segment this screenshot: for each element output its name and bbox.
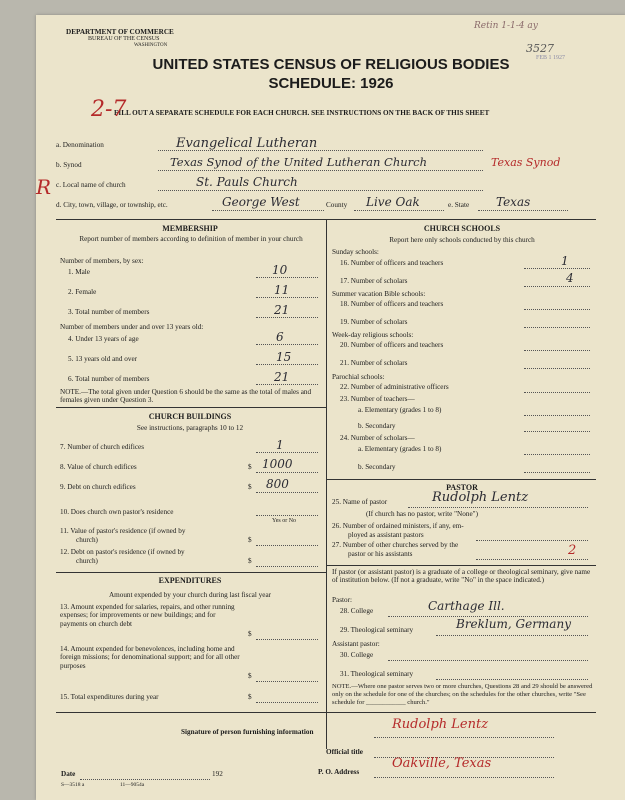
date-year: 192 [212, 770, 223, 778]
q2-label: 2. Female [68, 288, 97, 296]
signature-label: Signature of person furnishing information [181, 728, 314, 736]
q28-value: Carthage Ill. [428, 599, 505, 613]
state-value: Texas [496, 195, 531, 209]
q16-value: 1 [561, 254, 569, 268]
q23b-label: b. Secondary [358, 422, 396, 430]
synod-note: Texas Synod [491, 156, 561, 169]
q27-label-cont: pastor or his assistants [348, 550, 413, 558]
q26-label: 26. Number of ordained ministers, if any, em- [332, 522, 464, 530]
form-number: S—3518 a [61, 782, 85, 788]
city-label: WASHINGTON [134, 43, 168, 48]
q29-value: Breklum, Germany [456, 617, 571, 631]
parochial-label: Parochial schools: [332, 373, 385, 381]
synod-label: b. Synod [56, 161, 82, 169]
buildings-sub: See instructions, paragraphs 10 to 12 [136, 424, 244, 432]
q12-label-cont: church) [76, 557, 98, 565]
q1-value: 10 [272, 263, 288, 277]
denomination-value: Evangelical Lutheran [176, 136, 318, 151]
q27-label: 27. Number of other churches served by the [332, 541, 459, 549]
membership-intro: Report number of members according to definition of member in your church [79, 235, 303, 243]
address-label: P. O. Address [318, 768, 360, 776]
q11-dollar: $ [248, 536, 252, 544]
membership-note: NOTE.—The total given under Question 6 should be the same as the total of males and females given under Question 3. [60, 388, 312, 405]
q22-label: 22. Number of administrative officers [340, 383, 449, 391]
q3-label: 3. Total number of members [68, 308, 150, 316]
weekday-label: Week-day religious schools: [332, 331, 414, 339]
q5-label: 5. 13 years old and over [68, 355, 138, 363]
q29-label: 29. Theological seminary [340, 626, 414, 634]
q13-dollar: $ [248, 630, 252, 638]
q25-label: 25. Name of pastor [332, 498, 388, 506]
county-label: County [326, 201, 348, 209]
q10-label: 10. Does church own pastor's residence [60, 508, 174, 516]
q30-label: 30. College [340, 651, 374, 659]
expenditures-heading: EXPENDITURES [158, 576, 222, 585]
by-sex-label: Number of members, by sex: [60, 257, 144, 265]
red-mark-27: 2-7 [91, 97, 127, 122]
expenditures-sub: Amount expended by your church during last fiscal year [108, 591, 272, 599]
local-name-value: St. Pauls Church [196, 175, 298, 189]
q27-value: 2 [568, 543, 577, 558]
q18-label: 18. Number of officers and teachers [340, 300, 444, 308]
official-title-label: Official title [326, 748, 363, 756]
yes-no-hint: Yes or No [272, 518, 297, 524]
q25-value: Rudolph Lentz [432, 490, 529, 505]
q16-label: 16. Number of officers and teachers [340, 259, 444, 267]
q5-value: 15 [276, 350, 292, 364]
q13-label: 13. Amount expended for salaries, repairs, and other running expenses; for improvements or new buildings; and for payments on church debt [60, 603, 235, 628]
q8-dollar: $ [248, 463, 252, 471]
q25-note: (If church has no pastor, write "None") [366, 510, 478, 518]
pastor-sub-label: Pastor: [332, 596, 352, 604]
received-stamp: FEB 1 1927 [536, 55, 566, 61]
q7-value: 1 [276, 438, 284, 452]
bureau-label: BUREAU OF THE CENSUS [88, 36, 160, 42]
summer-label: Summer vacation Bible schools: [332, 290, 426, 298]
date-label: Date [61, 770, 76, 778]
q24b-label: b. Secondary [358, 463, 396, 471]
print-number: 11—9054a [120, 782, 145, 788]
top-right-note: Retin 1-1-4 ay [474, 21, 538, 31]
q6-label: 6. Total number of members [68, 375, 150, 383]
q4-value: 6 [276, 330, 284, 344]
q8-value: 1000 [262, 457, 293, 471]
city-field-label: d. City, town, village, or township, etc. [56, 201, 168, 209]
signature-value: Rudolph Lentz [392, 717, 489, 732]
q11-label: 11. Value of pastor's residence (if owned by [60, 527, 186, 535]
age-label: Number of members under and over 13 years old: [60, 323, 204, 331]
q17-value: 4 [566, 271, 574, 285]
assistant-label: Assistant pastor: [332, 640, 380, 648]
q14-dollar: $ [248, 672, 252, 680]
record-number: 3527 [526, 42, 554, 55]
q21-label: 21. Number of scholars [340, 359, 408, 367]
q1-label: 1. Male [68, 268, 90, 276]
red-mark-r: R [36, 175, 52, 199]
q9-value: 800 [266, 477, 289, 491]
membership-heading: MEMBERSHIP [162, 224, 218, 233]
county-value: Live Oak [366, 195, 420, 209]
buildings-heading: CHURCH BUILDINGS [148, 412, 232, 421]
q2-value: 11 [274, 283, 290, 297]
q31-label: 31. Theological seminary [340, 670, 414, 678]
instruction-line: FILL OUT A SEPARATE SCHEDULE FOR EACH CHURCH. SEE INSTRUCTIONS ON THE BACK OF THIS SHEET [114, 109, 490, 117]
synod-value: Texas Synod of the United Lutheran Church [170, 155, 427, 169]
q12-label: 12. Debt on pastor's residence (if owned by [60, 548, 185, 556]
denomination-label: a. Denomination [56, 141, 104, 149]
q7-label: 7. Number of church edifices [60, 443, 145, 451]
q24-label: 24. Number of scholars— [340, 434, 415, 442]
q3-value: 21 [274, 303, 290, 317]
q23-label: 23. Number of teachers— [340, 395, 415, 403]
q12-dollar: $ [248, 557, 252, 565]
q17-label: 17. Number of scholars [340, 277, 408, 285]
q26-label-cont: ployed as assistant pastors [348, 531, 424, 539]
local-name-label: c. Local name of church [56, 181, 126, 189]
pastor-note: NOTE.—Where one pastor serves two or more churches, Questions 28 and 29 should be answered only on the schedule for one of the churches; on the schedules for the other churches, write "See schedule for ____________ church." [332, 683, 593, 706]
q14-label: 14. Amount expended for benevolences, including home and foreign missions; for denominational support; and for all other purposes [60, 645, 240, 670]
q28-label: 28. College [340, 607, 374, 615]
form-title: UNITED STATES CENSUS OF RELIGIOUS BODIES [152, 56, 510, 73]
state-label: e. State [448, 201, 470, 209]
q19-label: 19. Number of scholars [340, 318, 408, 326]
q8-label: 8. Value of church edifices [60, 463, 137, 471]
q9-label: 9. Debt on church edifices [60, 483, 136, 491]
q9-dollar: $ [248, 483, 252, 491]
schedule-title: SCHEDULE: 1926 [268, 75, 394, 92]
city-value: George West [222, 195, 300, 209]
q23a-label: a. Elementary (grades 1 to 8) [358, 406, 442, 414]
address-value: Oakville, Texas [392, 756, 492, 771]
q20-label: 20. Number of officers and teachers [340, 341, 444, 349]
department-label: DEPARTMENT OF COMMERCE [66, 28, 174, 36]
census-form-sheet [36, 15, 625, 800]
sunday-label: Sunday schools: [332, 248, 379, 256]
q11-label-cont: church) [76, 536, 98, 544]
schools-heading: CHURCH SCHOOLS [423, 224, 501, 233]
pastor-heading: PASTOR [446, 483, 478, 492]
q4-label: 4. Under 13 years of age [68, 335, 139, 343]
q15-label: 15. Total expenditures during year [60, 693, 159, 701]
schools-intro: Report here only schools conducted by this church [389, 236, 535, 244]
graduate-note: If pastor (or assistant pastor) is a graduate of a college or theological seminary, give name of institution below. (If not a graduate, write "No" in the space indicated.) [332, 568, 591, 585]
q6-value: 21 [274, 370, 290, 384]
q24a-label: a. Elementary (grades 1 to 8) [358, 445, 442, 453]
q15-dollar: $ [248, 693, 252, 701]
